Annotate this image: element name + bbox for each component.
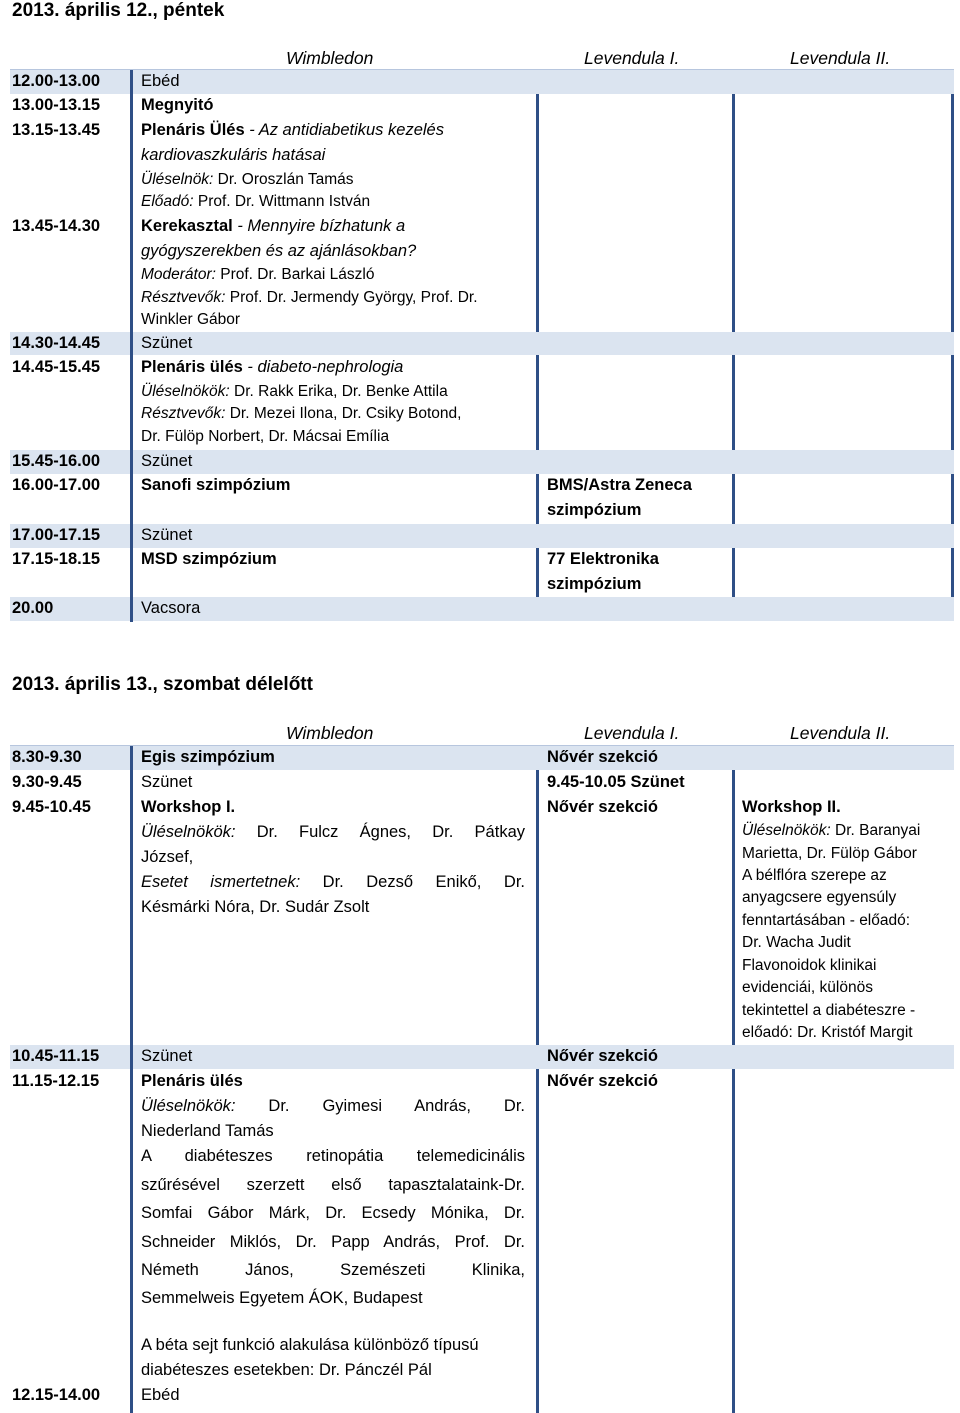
moderator-line — [141, 266, 374, 284]
case-names: Dr. Dezső Enikő, Dr. — [300, 873, 525, 891]
session-title: Szünet — [141, 334, 193, 352]
speaker-names: Prof. Dr. Wittmann István — [193, 193, 371, 210]
workshop-2-title: Workshop II. — [742, 798, 841, 816]
chair-line — [141, 383, 448, 401]
participants-line2: Winkler Gábor — [141, 311, 241, 328]
participants-line — [141, 405, 461, 423]
parallel-session: Nővér szekció — [547, 798, 658, 816]
column-divider — [732, 355, 735, 450]
chair-line — [141, 823, 525, 842]
parallel-session-line2: szimpózium — [547, 575, 642, 593]
workshop-2-chair — [742, 822, 920, 840]
chair-label: Üléselnökök: — [742, 822, 831, 839]
talk-line: Schneider Miklós, Dr. Papp András, Prof. Dr. — [141, 1233, 525, 1251]
time-slot: 13.00-13.15 — [12, 96, 101, 114]
session-topic: - Mennyire bízhatunk a — [232, 217, 406, 235]
session-title: Plenáris ülés — [141, 1072, 243, 1090]
session-type: Plenáris ülés — [141, 358, 243, 376]
session-title: Szünet — [141, 526, 193, 544]
talk-line: szűrésével szerzett első tapasztalataink-Dr. — [141, 1176, 525, 1194]
table-top-border — [10, 745, 954, 746]
time-slot: 17.00-17.15 — [12, 526, 101, 544]
session-topic-line2: gyógyszerekben és az ajánlásokban? — [141, 242, 417, 260]
column-divider — [732, 94, 735, 332]
session-topic-line2: kardiovaszkuláris hatásai — [141, 146, 326, 164]
participants-names: Prof. Dr. Jermendy György, Prof. Dr. — [225, 289, 478, 306]
time-slot: 9.45-10.45 — [12, 798, 91, 816]
case-label: Esetet ismertetnek: — [141, 873, 301, 891]
talk-line: Somfai Gábor Márk, Dr. Ecsedy Mónika, Dr. — [141, 1204, 525, 1222]
column-divider — [536, 770, 539, 1045]
chair-line2: József, — [141, 848, 194, 866]
moderator-names: Prof. Dr. Barkai László — [215, 266, 375, 283]
session-title: Workshop I. — [141, 798, 236, 816]
chair-names: Dr. Oroszlán Tamás — [213, 171, 354, 188]
time-slot: 8.30-9.30 — [12, 748, 82, 766]
session-title — [141, 217, 405, 236]
session-title — [141, 121, 444, 140]
room-header-wimbledon: Wimbledon — [286, 723, 374, 743]
column-divider — [536, 94, 539, 332]
participants-names: Dr. Mezei Ilona, Dr. Csiky Botond, — [225, 405, 462, 422]
session-title: Szünet — [141, 452, 193, 470]
workshop-2-line: Flavonoidok klinikai — [742, 957, 877, 974]
workshop-2-line: fenntartásában - előadó: — [742, 912, 911, 929]
column-divider — [536, 474, 539, 524]
column-divider — [130, 746, 133, 1413]
chair-names: Dr. Rakk Erika, Dr. Benke Attila — [229, 383, 448, 400]
room-header-levendula-1: Levendula I. — [584, 48, 680, 68]
workshop-2-line: A bélflóra szerepe az — [742, 867, 887, 884]
participants-line — [141, 289, 478, 307]
time-slot: 13.45-14.30 — [12, 217, 101, 235]
column-divider — [536, 548, 539, 597]
talk-line: A diabéteszes retinopátia telemedicinális — [141, 1147, 525, 1165]
time-slot: 12.15-14.00 — [12, 1386, 101, 1404]
column-divider — [732, 474, 735, 524]
chair-label: Üléselnök: — [141, 171, 214, 188]
session-title: Vacsora — [141, 599, 201, 617]
session-title — [141, 358, 403, 377]
time-slot: 16.00-17.00 — [12, 476, 101, 494]
session-topic: - Az antidiabetikus kezelés — [244, 121, 444, 139]
chair-line — [141, 1097, 525, 1116]
column-divider — [536, 355, 539, 450]
workshop-2-line: Marietta, Dr. Fülöp Gábor — [742, 845, 917, 862]
speaker-line — [141, 193, 370, 211]
participants-label: Résztvevők: — [141, 405, 226, 422]
moderator-label: Moderátor: — [141, 266, 216, 283]
table-top-border — [10, 69, 954, 70]
session-title: Megnyitó — [141, 96, 214, 114]
room-header-levendula-1: Levendula I. — [584, 723, 680, 743]
parallel-session: BMS/Astra Zeneca — [547, 476, 692, 494]
chair-line — [141, 171, 354, 189]
time-slot: 13.15-13.45 — [12, 121, 101, 139]
parallel-session: Nővér szekció — [547, 748, 658, 766]
column-divider — [130, 70, 133, 622]
chair-names: Dr. Baranyai — [830, 822, 921, 839]
chair-label: Üléselnökök: — [141, 1097, 236, 1115]
talk-line: Semmelweis Egyetem ÁOK, Budapest — [141, 1289, 423, 1307]
session-title: MSD szimpózium — [141, 550, 277, 568]
workshop-2-line: tekintettel a diabéteszre - — [742, 1002, 916, 1019]
column-divider — [951, 355, 954, 450]
case-line2: Késmárki Nóra, Dr. Sudár Zsolt — [141, 898, 370, 916]
workshop-2-line: evidenciái, különös — [742, 979, 873, 996]
chair-names: Dr. Fulcz Ágnes, Dr. Pátkay — [235, 823, 525, 841]
session-title: Ebéd — [141, 72, 180, 90]
time-slot: 17.15-18.15 — [12, 550, 101, 568]
room-header-levendula-2: Levendula II. — [790, 48, 891, 68]
day2-title: 2013. április 13., szombat délelőtt — [12, 674, 313, 695]
column-divider — [951, 94, 954, 332]
column-divider — [951, 474, 954, 524]
parallel-session: 77 Elektronika — [547, 550, 659, 568]
parallel-session: Nővér szekció — [547, 1072, 658, 1090]
case-line — [141, 873, 525, 892]
time-slot: 20.00 — [12, 599, 54, 617]
workshop-2-line: anyagcsere egyensúly — [742, 889, 897, 906]
room-header-levendula-2: Levendula II. — [790, 723, 891, 743]
time-slot: 14.45-15.45 — [12, 358, 101, 376]
parallel-session-line2: szimpózium — [547, 501, 642, 519]
participants-line2: Dr. Fülöp Norbert, Dr. Mácsai Emília — [141, 428, 390, 445]
workshop-2-line: előadó: Dr. Kristóf Margit — [742, 1024, 913, 1041]
time-slot: 12.00-13.00 — [12, 72, 101, 90]
time-slot: 10.45-11.15 — [12, 1047, 100, 1065]
time-slot: 9.30-9.45 — [12, 773, 82, 791]
session-type: Plenáris Ülés — [141, 121, 245, 139]
session-title: Szünet — [141, 773, 193, 791]
column-divider — [732, 548, 735, 597]
session-title: Ebéd — [141, 1386, 180, 1404]
session-title: Sanofi szimpózium — [141, 476, 291, 494]
chair-label: Üléselnökök: — [141, 383, 230, 400]
participants-label: Résztvevők: — [141, 289, 226, 306]
chair-line2: Niederland Tamás — [141, 1122, 274, 1140]
time-slot: 14.30-14.45 — [12, 334, 101, 352]
talk-line: diabéteszes esetekben: Dr. Pánczél Pál — [141, 1361, 432, 1379]
time-slot: 11.15-12.15 — [12, 1072, 100, 1090]
speaker-label: Előadó: — [141, 193, 194, 210]
time-slot: 15.45-16.00 — [12, 452, 101, 470]
workshop-2-line: Dr. Wacha Judit — [742, 934, 851, 951]
chair-names: Dr. Gyimesi András, Dr. — [235, 1097, 525, 1115]
parallel-session: Nővér szekció — [547, 1047, 658, 1065]
session-title: Szünet — [141, 1047, 193, 1065]
chair-label: Üléselnökök: — [141, 823, 236, 841]
day1-title: 2013. április 12., péntek — [12, 0, 225, 21]
session-title: Egis szimpózium — [141, 748, 275, 766]
talk-line: A béta sejt funkció alakulása különböző típusú — [141, 1336, 479, 1354]
session-topic: - diabeto-nephrologia — [242, 358, 404, 376]
session-type: Kerekasztal — [141, 217, 233, 235]
talk-line: Németh János, Szemészeti Klinika, — [141, 1261, 525, 1279]
room-header-wimbledon: Wimbledon — [286, 48, 374, 68]
parallel-session: 9.45-10.05 Szünet — [547, 773, 685, 791]
column-divider — [536, 1069, 539, 1413]
column-divider — [732, 1069, 735, 1413]
column-divider — [951, 548, 954, 597]
column-divider — [732, 770, 735, 1045]
